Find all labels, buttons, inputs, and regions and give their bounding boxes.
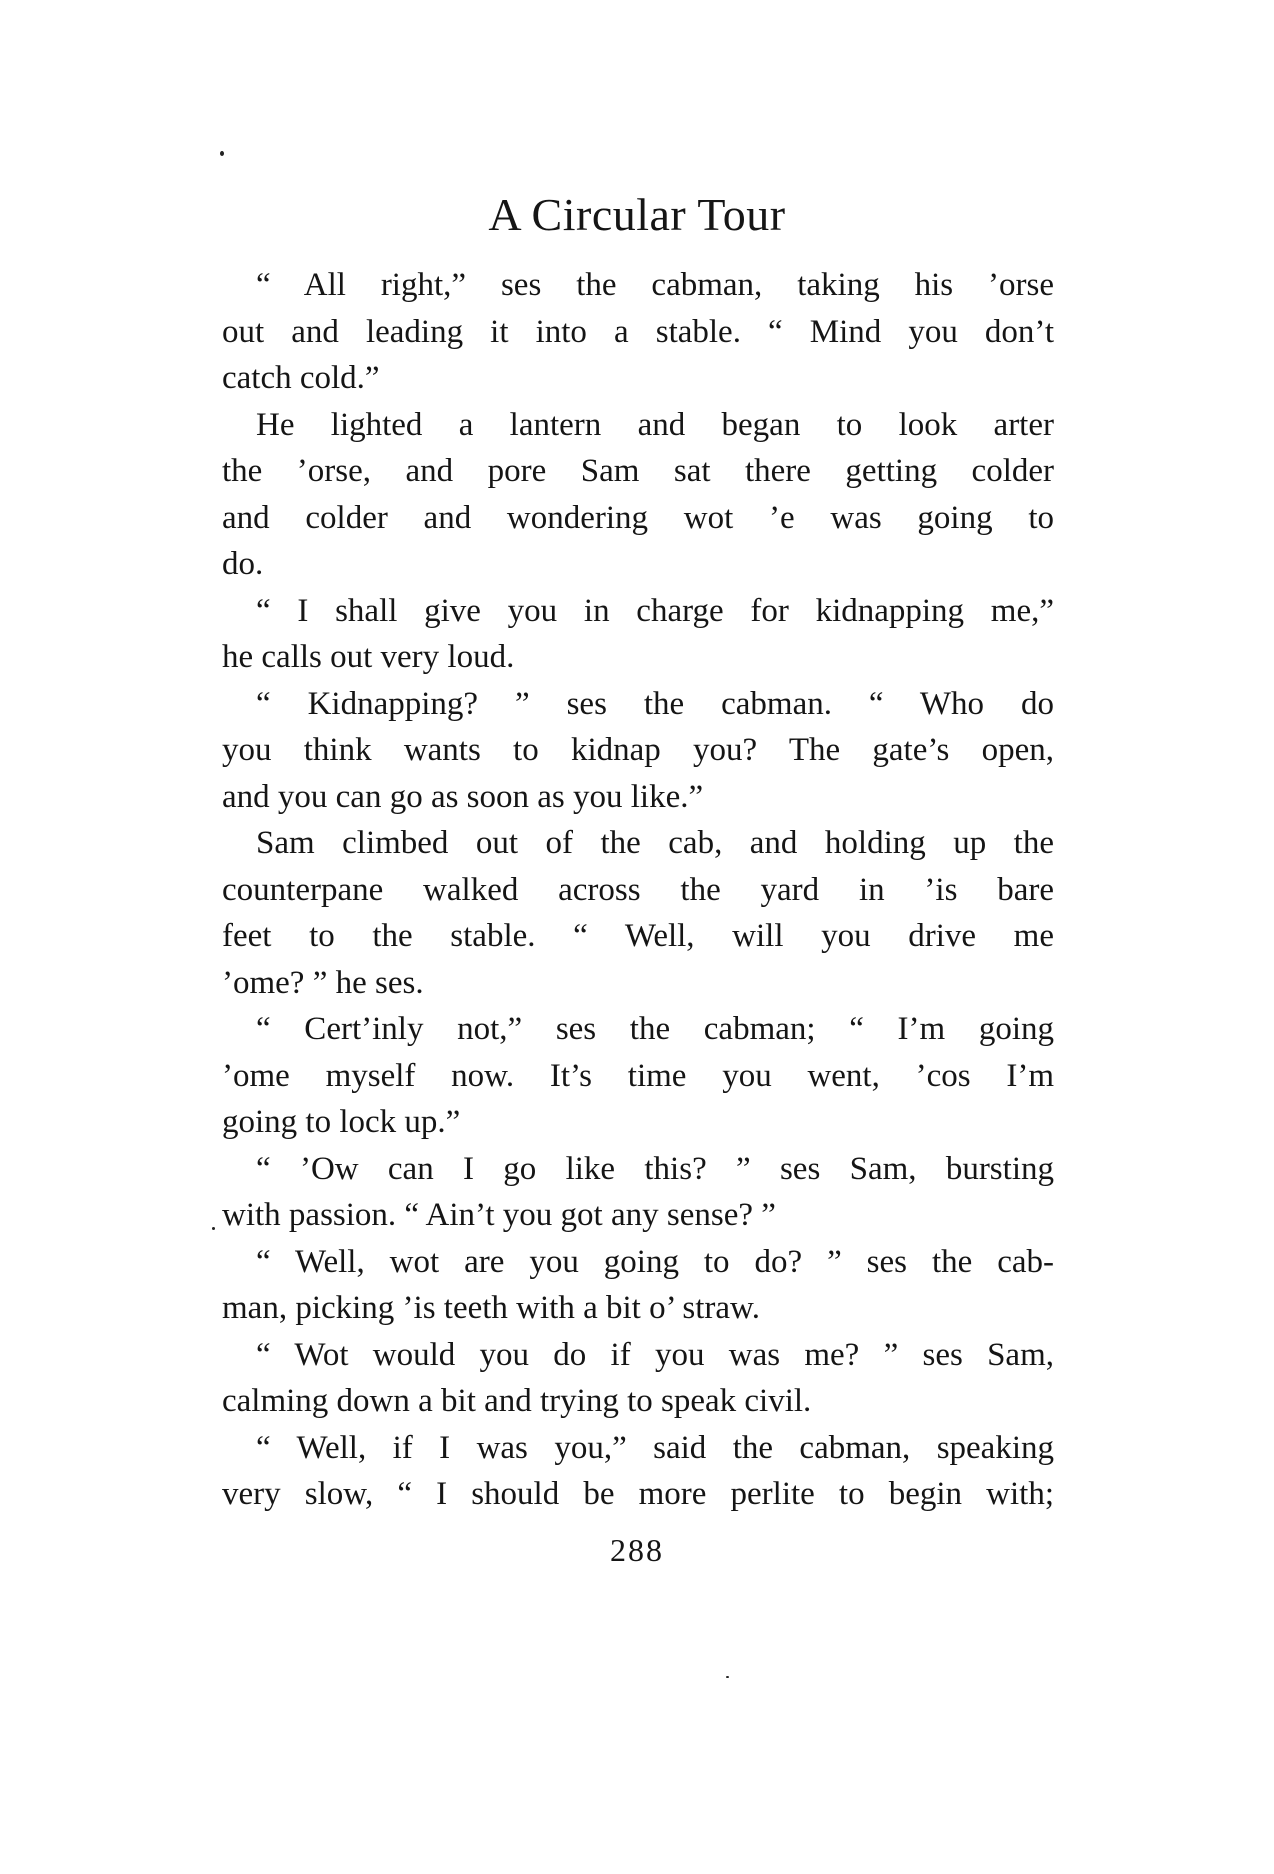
print-speck — [212, 1227, 215, 1230]
text-line: feet to the stable. “ Well, will you drive me — [222, 918, 1054, 954]
text-line: do. — [222, 546, 264, 582]
text-line: going to lock up.” — [222, 1104, 461, 1140]
text-line: the ’orse, and pore Sam sat there getting colder — [222, 453, 1054, 489]
text-line: and you can go as soon as you like.” — [222, 778, 704, 815]
body-text — [222, 262, 1054, 1518]
text-line: man, picking ’is teeth with a bit o’ straw. — [222, 1290, 760, 1326]
text-line: out and leading it into a stable. “ Mind you don’t — [222, 313, 1054, 350]
text-line: he calls out very loud. — [222, 639, 515, 675]
text-line: catch cold.” — [222, 360, 380, 396]
text-line: ’ome? ” he ses. — [222, 964, 424, 1001]
text-line: with passion. “ Ain’t you got any sense? ” — [222, 1197, 776, 1233]
running-head: A Circular Tour — [488, 189, 786, 240]
page-number: 288 — [610, 1532, 664, 1568]
text-line: “ Cert’inly not,” ses the cabman; “ I’m going — [256, 1011, 1054, 1047]
text-line: counterpane walked across the yard in ’is bare — [222, 871, 1054, 908]
text-line: “ Well, wot are you going to do? ” ses the cab- — [256, 1243, 1054, 1280]
text-line: calming down a bit and trying to speak civil. — [222, 1383, 812, 1419]
text-line: “ Wot would you do if you was me? ” ses Sam, — [256, 1336, 1054, 1373]
text-line: ’ome myself now. It’s time you went, ’cos I’m — [222, 1057, 1054, 1094]
text-line: you think wants to kidnap you? The gate’s open, — [222, 732, 1054, 768]
text-line: “ ’Ow can I go like this? ” ses Sam, bursting — [256, 1150, 1054, 1187]
text-line: Sam climbed out of the cab, and holding up the — [256, 825, 1054, 861]
text-line: very slow, “ I should be more perlite to begin with; — [222, 1476, 1054, 1512]
text-line: and colder and wondering wot ’e was going to — [222, 499, 1054, 536]
text-line: “ Kidnapping? ” ses the cabman. “ Who do — [256, 685, 1054, 722]
text-line: “ I shall give you in charge for kidnapping me,” — [256, 592, 1054, 629]
text-line: “ All right,” ses the cabman, taking his ’orse — [256, 267, 1054, 303]
text-line: “ Well, if I was you,” said the cabman, speaking — [256, 1429, 1054, 1466]
print-speck — [726, 1676, 729, 1678]
text-line: He lighted a lantern and began to look arter — [256, 406, 1054, 443]
print-speck — [220, 151, 224, 156]
